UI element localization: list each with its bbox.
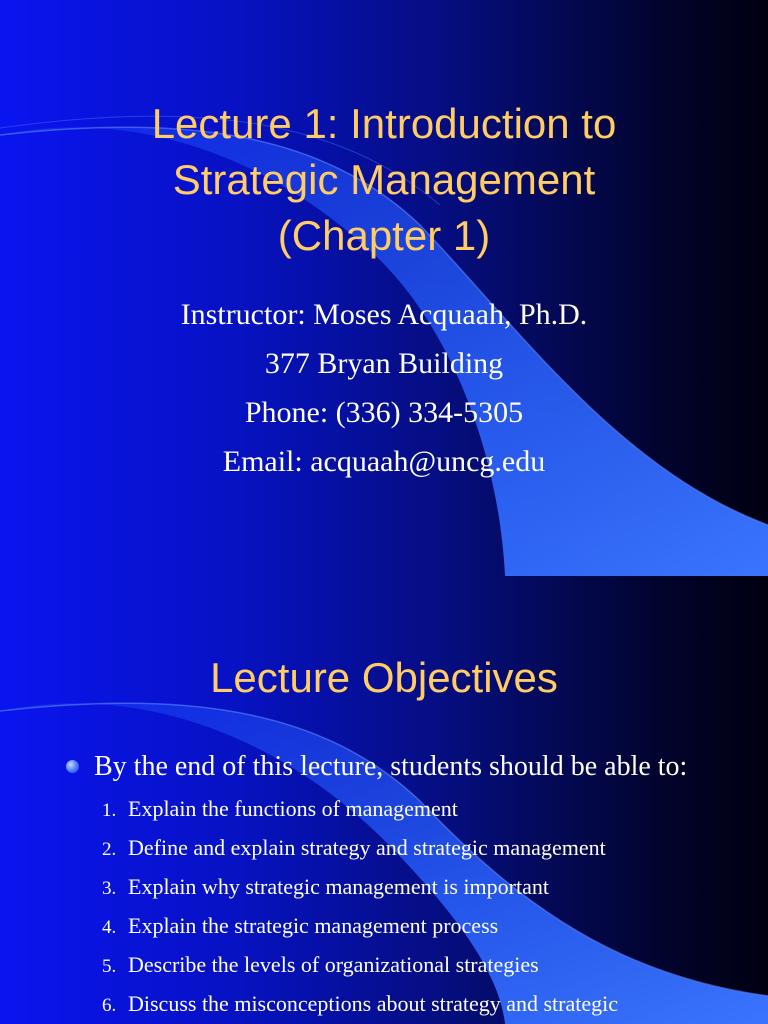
- item-number: 3.: [102, 878, 117, 899]
- slide-title-heading: [0, 96, 768, 264]
- item-number: 2.: [102, 839, 117, 860]
- item-text: Discuss the misconceptions about strategy and strategic: [128, 991, 618, 1016]
- email-address: Email: acquaah@uncg.edu: [222, 445, 546, 478]
- objectives-heading: Lecture Objectives: [210, 654, 558, 701]
- list-item: [102, 829, 726, 868]
- objectives-list: [66, 790, 726, 1024]
- title-line: Lecture 1: Introduction to: [151, 100, 617, 147]
- item-text: Describe the levels of organizational strategies: [128, 952, 539, 977]
- list-item: [102, 868, 726, 907]
- title-line: Strategic Management: [172, 156, 596, 203]
- instructor-name: Instructor: Moses Acquaah, Ph.D.: [180, 298, 588, 331]
- item-text: Define and explain strategy and strategic management: [128, 835, 606, 860]
- bullet-icon: [66, 760, 79, 773]
- list-item: [102, 907, 726, 946]
- item-number: 5.: [102, 956, 117, 977]
- list-item: [102, 790, 726, 829]
- bullet-text: By the end of this lecture, students should be able to:: [94, 751, 688, 782]
- item-number: 6.: [102, 995, 117, 1016]
- objectives-content: [66, 750, 726, 1024]
- item-number: 4.: [102, 917, 117, 938]
- instructor-info: [0, 290, 768, 486]
- item-text: Explain the functions of management: [128, 796, 458, 821]
- bullet-item: [66, 750, 726, 784]
- office-location: 377 Bryan Building: [264, 347, 504, 380]
- list-item: [102, 946, 726, 985]
- list-item: [102, 985, 726, 1024]
- item-text: Explain why strategic management is important: [128, 874, 549, 899]
- phone-number: Phone: (336) 334-5305: [244, 396, 524, 429]
- title-line: (Chapter 1): [277, 212, 491, 259]
- item-text: Explain the strategic management process: [128, 913, 499, 938]
- item-number: 1.: [102, 800, 117, 821]
